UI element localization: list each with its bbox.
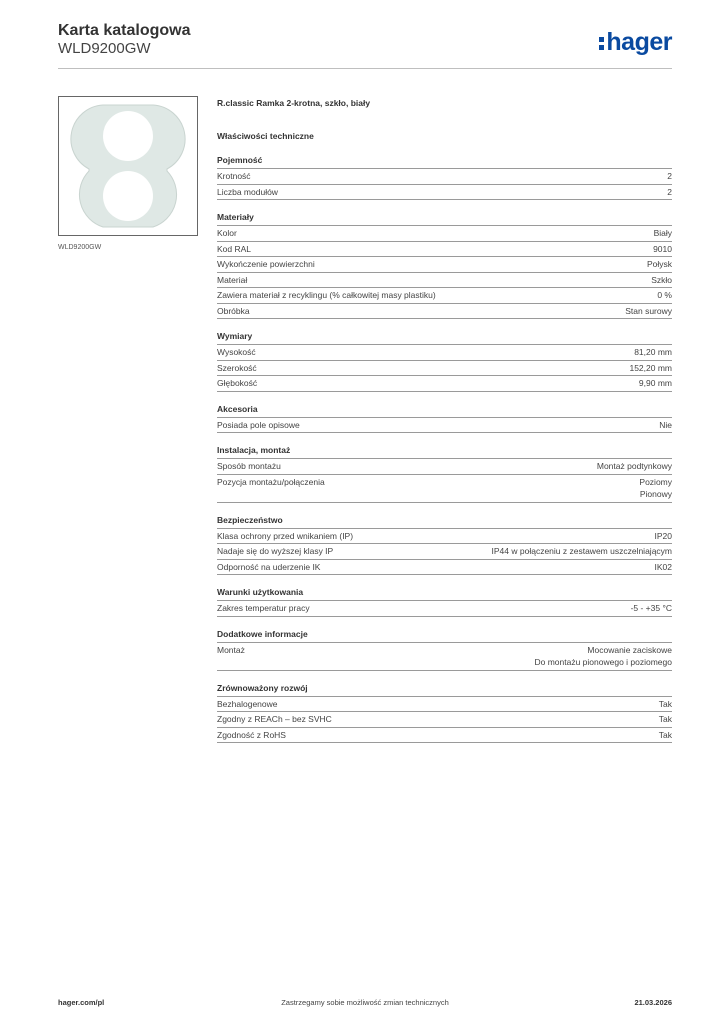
spec-content: [217, 96, 672, 743]
spec-value-line: Szkło: [651, 274, 672, 285]
spec-value: [655, 561, 673, 574]
spec-section: [217, 330, 672, 392]
section-title: Dodatkowe informacje: [217, 628, 672, 643]
spec-label: Zawiera materiał z recyklingu (% całkowitej masy plastiku): [217, 290, 436, 300]
section-title: Pojemność: [217, 154, 672, 169]
spec-label: Zakres temperatur pracy: [217, 603, 310, 613]
spec-value-line: IP44 w połączeniu z zestawem uszczelniającym: [491, 546, 672, 556]
spec-value: [634, 346, 672, 359]
spec-value: [631, 602, 672, 615]
spec-value-line: Tak: [658, 698, 672, 709]
section-title: Akcesoria: [217, 403, 672, 418]
spec-row: [217, 601, 672, 617]
spec-value: [597, 460, 672, 473]
spec-label: Odporność na uderzenie IK: [217, 561, 321, 572]
spec-row: [217, 273, 672, 289]
spec-section: [217, 514, 672, 576]
spec-value-line: 9,90 mm: [638, 378, 672, 388]
spec-section: [217, 444, 672, 503]
spec-value: [659, 419, 672, 432]
spec-value-line: 2: [667, 186, 672, 197]
spec-label: Obróbka: [217, 305, 250, 316]
spec-label: Materiał: [217, 274, 248, 285]
spec-row: [217, 728, 672, 744]
section-title: Wymiary: [217, 330, 672, 345]
spec-value: [657, 289, 672, 302]
spec-row: [217, 288, 672, 304]
spec-label: Wykończenie powierzchni: [217, 259, 315, 269]
spec-value-line: Połysk: [646, 259, 672, 269]
spec-value-line: Tak: [658, 729, 672, 740]
spec-row: [217, 529, 672, 545]
spec-row: [217, 697, 672, 713]
spec-section: [217, 211, 672, 319]
spec-value: [655, 530, 673, 543]
spec-label: Wysokość: [217, 347, 256, 357]
spec-value-line: Mocowanie zaciskowe: [587, 644, 672, 655]
spec-value-line: Nie: [659, 419, 672, 430]
properties-heading: Właściwości techniczne: [217, 131, 314, 141]
spec-value-line: IK02: [654, 561, 672, 572]
section-title: Materiały: [217, 211, 672, 226]
logo-dots-icon: [599, 35, 604, 51]
footer-website-link[interactable]: hager.com/pl: [58, 998, 105, 1007]
section-title: Instalacja, montaż: [217, 444, 672, 459]
double-frame-icon: [59, 97, 197, 235]
spec-row: [217, 560, 672, 576]
spec-row: [217, 475, 672, 503]
page-title: Karta katalogowa: [58, 22, 191, 39]
spec-value: [653, 243, 672, 256]
spec-value: [659, 713, 672, 726]
spec-label: Krotność: [217, 171, 251, 181]
spec-row: [217, 643, 672, 671]
spec-label: Kod RAL: [217, 243, 252, 254]
section-title: Warunki użytkowania: [217, 586, 672, 601]
spec-row: [217, 226, 672, 242]
spec-label: Posiada pole opisowe: [217, 419, 300, 430]
spec-value-line: Biały: [653, 228, 672, 238]
spec-section: [217, 586, 672, 617]
spec-label: Bezhalogenowe: [217, 698, 278, 709]
spec-label: Szerokość: [217, 362, 257, 373]
footer-date: 21.03.2026: [634, 998, 672, 1007]
spec-value-line: Stan surowy: [625, 305, 672, 316]
spec-value: [534, 644, 672, 669]
spec-label: Pozycja montażu/połączenia: [217, 476, 325, 487]
spec-value-line: Do montażu pionowego i poziomego: [534, 657, 672, 667]
hager-logo: [599, 28, 672, 56]
image-caption: WLD9200GW: [58, 244, 102, 251]
spec-row: [217, 459, 672, 475]
spec-sections: [217, 154, 672, 743]
spec-value-line: Montaż podtynkowy: [596, 461, 672, 471]
product-image: [58, 96, 198, 236]
spec-label: Sposób montażu: [217, 461, 281, 471]
spec-label: Klasa ochrony przed wnikaniem (IP): [217, 530, 354, 541]
spec-value-line: Poziomy: [639, 476, 672, 487]
spec-row: [217, 361, 672, 377]
spec-value: [647, 258, 672, 271]
spec-value-line: Pionowy: [639, 489, 672, 499]
spec-row: [217, 169, 672, 185]
spec-value-line: IP20: [654, 530, 672, 541]
section-title: Zrównoważony rozwój: [217, 682, 672, 697]
spec-value: [639, 476, 672, 501]
spec-row: [217, 544, 672, 560]
spec-value: [629, 362, 672, 375]
spec-row: [217, 185, 672, 201]
spec-row: [217, 257, 672, 273]
page-header: [58, 22, 672, 69]
spec-label: Nadaje się do wyższej klasy IP: [217, 546, 334, 556]
spec-label: Liczba modułów: [217, 186, 278, 197]
spec-section: [217, 403, 672, 434]
spec-label: Głębokość: [217, 378, 258, 388]
spec-section: [217, 628, 672, 671]
spec-row: [217, 376, 672, 392]
spec-row: [217, 242, 672, 258]
spec-value: [651, 274, 672, 287]
spec-value: [659, 729, 672, 742]
logo-text: hager: [606, 28, 672, 56]
spec-row: [217, 304, 672, 320]
spec-label: Kolor: [217, 228, 237, 238]
spec-value-line: -5 - +35 °C: [630, 603, 672, 613]
spec-section: [217, 682, 672, 744]
spec-value-line: 0 %: [657, 290, 672, 300]
product-reference: WLD9200GW: [58, 40, 151, 57]
spec-section: [217, 154, 672, 200]
spec-row: [217, 712, 672, 728]
spec-row: [217, 345, 672, 361]
spec-value-line: Tak: [658, 714, 672, 724]
section-title: Bezpieczeństwo: [217, 514, 672, 529]
spec-value-line: 9010: [653, 243, 672, 254]
spec-label: Zgodność z RoHS: [217, 729, 286, 740]
spec-value-line: 2: [667, 171, 672, 181]
footer-disclaimer: Zastrzegamy sobie możliwość zmian technicznych: [281, 998, 449, 1007]
spec-value: [625, 305, 672, 318]
spec-value-line: 152,20 mm: [629, 362, 672, 373]
product-name: R.classic Ramka 2-krotna, szkło, biały: [217, 98, 371, 108]
spec-label: Zgodny z REACh – bez SVHC: [217, 714, 332, 724]
spec-value-line: 81,20 mm: [634, 347, 672, 357]
spec-value: [667, 186, 672, 199]
spec-label: Montaż: [217, 644, 245, 655]
spec-row: [217, 418, 672, 434]
spec-value: [654, 227, 672, 240]
spec-value: [639, 377, 672, 390]
spec-value: [667, 170, 672, 183]
spec-value: [659, 698, 672, 711]
spec-value: [492, 545, 672, 558]
